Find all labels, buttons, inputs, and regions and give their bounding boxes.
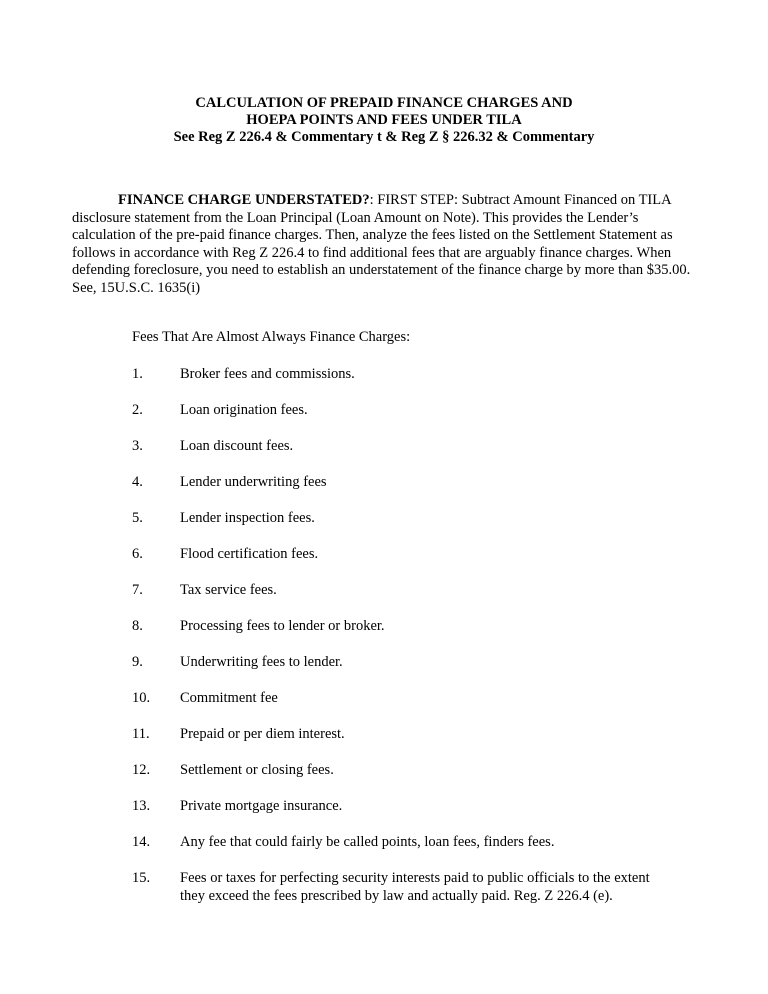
fees-heading: Fees That Are Almost Always Finance Charges: xyxy=(132,329,411,345)
fee-number: 4. xyxy=(132,474,143,490)
fee-number: 6. xyxy=(132,546,143,562)
fee-number: 12. xyxy=(132,762,151,778)
fee-text: Loan origination fees. xyxy=(180,402,308,418)
fee-text: Processing fees to lender or broker. xyxy=(180,618,385,634)
fee-text: Fees or taxes for perfecting security interests paid to public officials to the extent they exceed the fees prescribed by law and actually paid. Reg. Z 226.4 (e). xyxy=(180,870,650,904)
fee-number: 3. xyxy=(132,438,143,454)
fee-text: Loan discount fees. xyxy=(180,438,294,454)
intro-body: : FIRST STEP: Subtract Amount Financed on TILA disclosure statement from the Loan Principal (Loan Amount on Note). This provides the Lender’s calculation of the pre-paid finance charges. Then, analyze the fees listed on the Settlement Statement as follows in accordance with Reg Z 226.4 to find additional fees that are arguably finance charges. When defending foreclosure, you need to establish an understatement of the finance charge by more than $35.00. See, 15U.S.C. 1635(i) xyxy=(72,192,691,296)
document-title-line-3: See Reg Z 226.4 & Commentary t & Reg Z § 226.32 & Commentary xyxy=(173,129,595,145)
fee-number: 5. xyxy=(132,510,143,526)
intro-lead: FINANCE CHARGE UNDERSTATED? xyxy=(118,192,370,208)
fee-number: 11. xyxy=(132,726,150,742)
document-title-line-2: HOEPA POINTS AND FEES UNDER TILA xyxy=(246,112,522,128)
fee-text: Settlement or closing fees. xyxy=(180,762,334,778)
fee-number: 15. xyxy=(132,870,151,886)
fee-text: Lender underwriting fees xyxy=(180,474,327,490)
document-title-line-1: CALCULATION OF PREPAID FINANCE CHARGES AND xyxy=(195,95,573,111)
fee-text: Underwriting fees to lender. xyxy=(180,654,343,670)
fee-number: 1. xyxy=(132,366,143,382)
fee-number: 14. xyxy=(132,834,151,850)
fee-text: Broker fees and commissions. xyxy=(180,366,355,382)
fee-number: 9. xyxy=(132,654,143,670)
fee-number: 2. xyxy=(132,402,143,418)
intro-paragraph xyxy=(72,192,692,298)
fee-text: Prepaid or per diem interest. xyxy=(180,726,345,742)
fee-text: Flood certification fees. xyxy=(180,546,319,562)
fee-text: Tax service fees. xyxy=(180,582,277,598)
fee-number: 8. xyxy=(132,618,143,634)
fee-text: Any fee that could fairly be called points, loan fees, finders fees. xyxy=(180,834,555,850)
fee-text: Lender inspection fees. xyxy=(180,510,315,526)
fee-text: Private mortgage insurance. xyxy=(180,798,343,814)
fee-text: Commitment fee xyxy=(180,690,278,706)
fee-number: 10. xyxy=(132,690,151,706)
fee-number: 13. xyxy=(132,798,151,814)
fee-number: 7. xyxy=(132,582,143,598)
